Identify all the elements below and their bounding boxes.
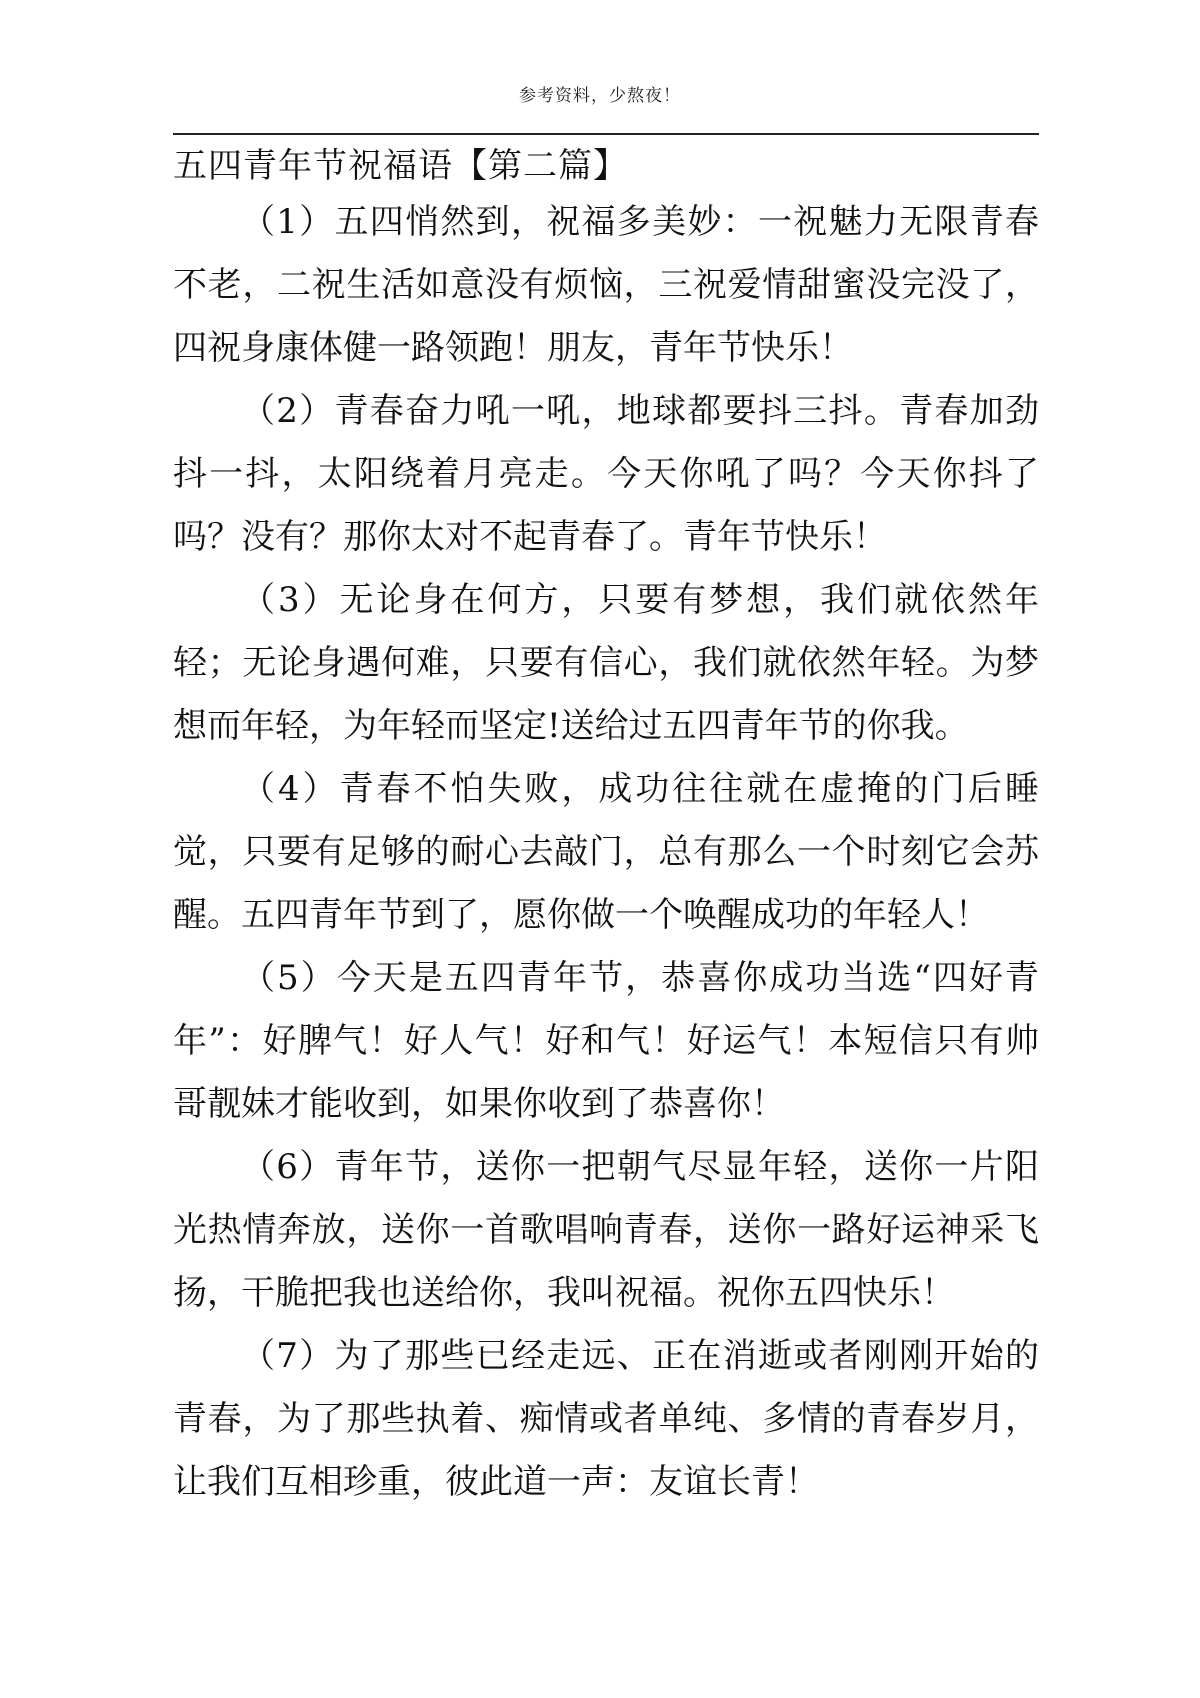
paragraph-5: （5）今天是五四青年节，恭喜你成功当选“四好青年”：好脾气！好人气！好和气！好运气！本短信只有帅哥靓妹才能收到，如果你收到了恭喜你！ [173,958,1039,1124]
paragraph-7: （7）为了那些已经走远、正在消逝或者刚刚开始的青春，为了那些执着、痴情或者单纯、多情的青春岁月，让我们互相珍重，彼此道一声：友谊长青！ [173,1336,1039,1502]
paragraph-1: （1）五四悄然到，祝福多美妙：一祝魅力无限青春不老，二祝生活如意没有烦恼，三祝爱情甜蜜没完没了，四祝身康体健一路领跑！朋友，青年节快乐！ [173,202,1039,368]
page-header: 参考资料，少熬夜！ [519,86,681,106]
paragraph-4: （4）青春不怕失败，成功往往就在虚掩的门后睡觉，只要有足够的耐心去敲门，总有那么一个时刻它会苏醒。五四青年节到了，愿你做一个唤醒成功的年轻人！ [173,769,1039,935]
document-body [173,141,1039,1514]
paragraph-6: （6）青年节，送你一把朝气尽显年轻，送你一片阳光热情奔放，送你一首歌唱响青春，送你一路好运神采飞扬，干脆把我也送给你，我叫祝福。祝你五四快乐！ [173,1147,1039,1313]
header-divider [173,133,1039,135]
document-title: 五四青年节祝福语【第二篇】 [173,146,628,186]
paragraph-3: （3）无论身在何方，只要有梦想，我们就依然年轻；无论身遇何难，只要有信心，我们就依然年轻。为梦想而年轻，为年轻而坚定!送给过五四青年节的你我。 [173,580,1039,746]
paragraph-2: （2）青春奋力吼一吼，地球都要抖三抖。青春加劲抖一抖，太阳绕着月亮走。今天你吼了吗？今天你抖了吗？没有？那你太对不起青春了。青年节快乐！ [173,391,1039,557]
